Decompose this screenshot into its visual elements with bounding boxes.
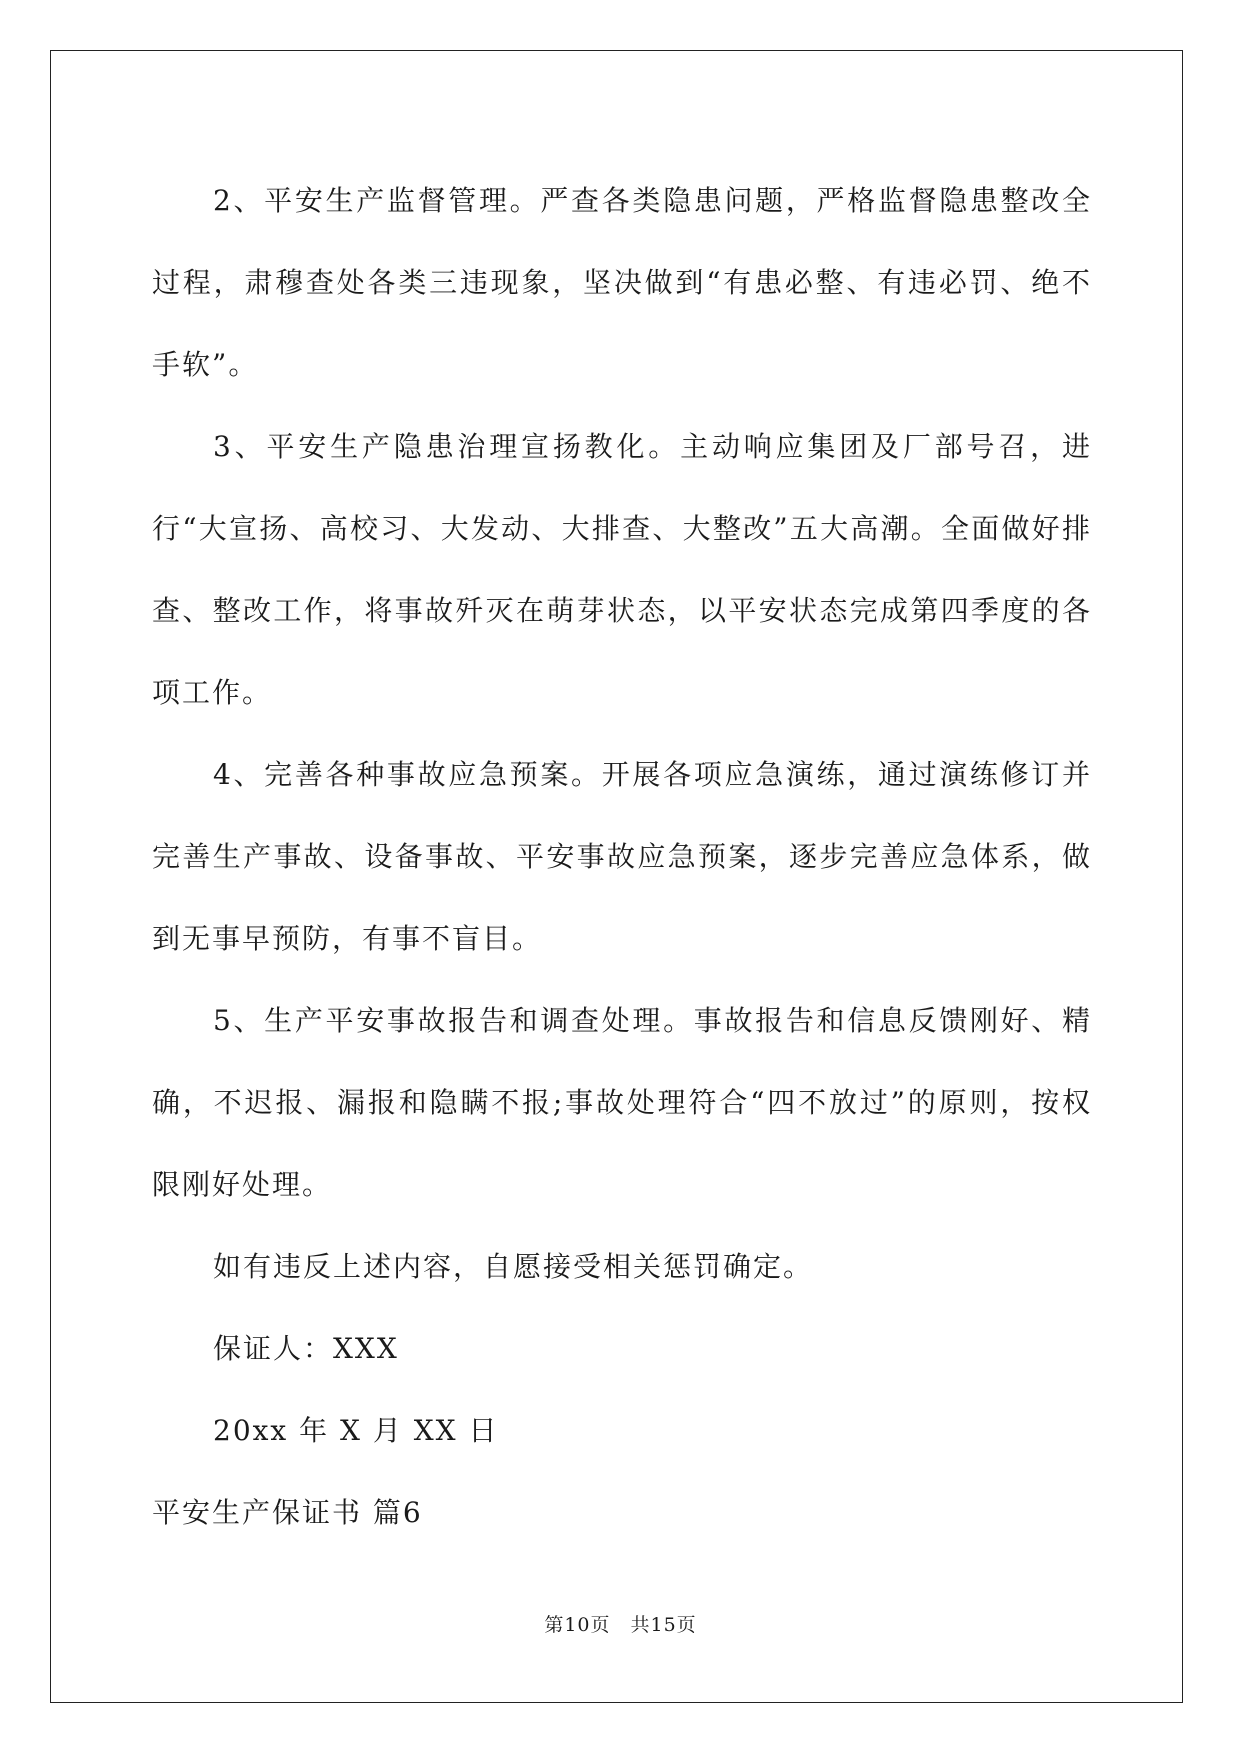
paragraph-item-2: 2、平安生产监督管理。严查各类隐患问题，严格监督隐患整改全过程，肃穆查处各类三违现象，坚决做到“有患必整、有违必罚、绝不手软”。 xyxy=(152,184,1092,381)
paragraph-item-3: 3、平安生产隐患治理宣扬教化。主动响应集团及厂部号召，进行“大宣扬、高校习、大发动、大排查、大整改”五大高潮。全面做好排查、整改工作，将事故歼灭在萌芽状态，以平安状态完成第四季度的各项工作。 xyxy=(152,430,1092,709)
document-body xyxy=(152,160,1092,1554)
paragraph-item-4: 4、完善各种事故应急预案。开展各项应急演练，通过演练修订并完善生产事故、设备事故、平安事故应急预案，逐步完善应急体系，做到无事早预防，有事不盲目。 xyxy=(152,758,1092,955)
guarantor-line: 保证人：XXX xyxy=(213,1332,399,1365)
page-number: 第10页 共15页 xyxy=(544,1614,697,1636)
section-title: 平安生产保证书 篇6 xyxy=(152,1496,423,1529)
closing-statement: 如有违反上述内容，自愿接受相关惩罚确定。 xyxy=(213,1250,814,1283)
date-line: 20xx 年 X 月 XX 日 xyxy=(213,1414,499,1447)
paragraph-item-5: 5、生产平安事故报告和调查处理。事故报告和信息反馈刚好、精确，不迟报、漏报和隐瞒不报;事故处理符合“四不放过”的原则，按权限刚好处理。 xyxy=(152,1004,1092,1201)
